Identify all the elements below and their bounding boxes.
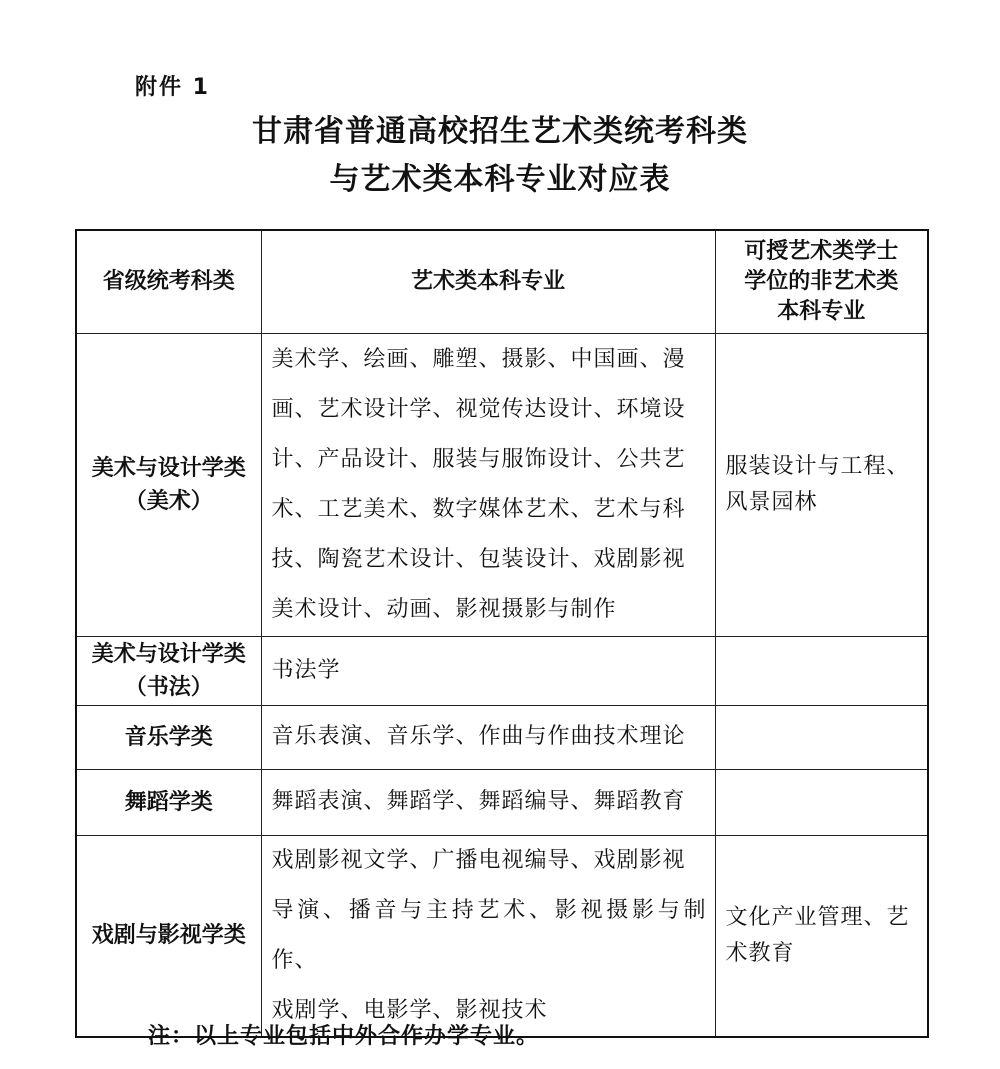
category-cell — [76, 835, 261, 1037]
non-art-cell — [715, 705, 928, 769]
non-art-line: 术教育 — [725, 940, 795, 966]
majors-cell — [261, 636, 715, 705]
non-art-line: 风景园林 — [725, 489, 818, 515]
table-row — [76, 636, 928, 705]
category-line: 音乐学类 — [124, 724, 213, 750]
table-row — [76, 835, 928, 1037]
document-title-line-2: 与艺术类本科专业对应表 — [329, 162, 671, 197]
header-non-art — [715, 230, 928, 333]
majors-line: 计、产品设计、服装与服饰设计、公共艺 — [271, 446, 686, 472]
category-line: 美术与设计学类 — [91, 455, 246, 481]
majors-line: 导演、播音与主持艺术、影视摄影与制作、 — [271, 897, 707, 973]
document-title-line-1: 甘肃省普通高校招生艺术类统考科类 — [252, 114, 748, 149]
table-header-row — [76, 230, 928, 333]
majors-line: 舞蹈表演、舞蹈学、舞蹈编导、舞蹈教育 — [271, 789, 686, 814]
non-art-line: 文化产业管理、艺 — [725, 904, 910, 930]
category-line: （美术） — [124, 488, 213, 514]
non-art-line: 服装设计与工程、 — [725, 453, 910, 479]
majors-line: 美术设计、动画、影视摄影与制作 — [271, 596, 617, 622]
category-cell — [76, 769, 261, 835]
category-line: 戏剧与影视学类 — [91, 923, 246, 948]
category-line: 舞蹈学类 — [124, 789, 213, 815]
majors-cell — [261, 705, 715, 769]
footnote: 注：以上专业包括中外合作办学专业。 — [148, 1024, 540, 1049]
table-row — [76, 333, 928, 636]
non-art-cell — [715, 636, 928, 705]
category-cell — [76, 333, 261, 636]
header-majors: 艺术类本科专业 — [261, 230, 715, 333]
non-art-cell — [715, 333, 928, 636]
category-cell — [76, 705, 261, 769]
majors-line: 戏剧影视文学、广播电视编导、戏剧影视 — [271, 847, 686, 873]
category-line: 美术与设计学类 — [91, 641, 246, 667]
majors-cell — [261, 333, 715, 636]
header-non-art-line: 可授艺术类学士 — [744, 238, 899, 264]
majors-line: 技、陶瓷艺术设计、包装设计、戏剧影视 — [271, 546, 686, 572]
table-row — [76, 769, 928, 835]
table-row — [76, 705, 928, 769]
majors-line: 戏剧学、电影学、影视技术 — [271, 997, 548, 1023]
majors-line: 画、艺术设计学、视觉传达设计、环境设 — [271, 396, 686, 422]
majors-line: 书法学 — [271, 657, 341, 683]
category-line: （书法） — [124, 674, 213, 700]
majors-cell — [261, 769, 715, 835]
non-art-cell — [715, 835, 928, 1037]
header-non-art-line: 学位的非艺术类 — [744, 268, 899, 294]
majors-line: 术、工艺美术、数字媒体艺术、艺术与科 — [271, 496, 686, 522]
non-art-cell — [715, 769, 928, 835]
attachment-label: 附件 1 — [135, 75, 210, 100]
category-cell — [76, 636, 261, 705]
header-non-art-line: 本科专业 — [777, 298, 866, 324]
correspondence-table — [75, 229, 929, 1038]
header-category: 省级统考科类 — [76, 230, 261, 333]
majors-line: 美术学、绘画、雕塑、摄影、中国画、漫 — [271, 346, 686, 372]
majors-line: 音乐表演、音乐学、作曲与作曲技术理论 — [271, 724, 686, 749]
majors-cell — [261, 835, 715, 1037]
